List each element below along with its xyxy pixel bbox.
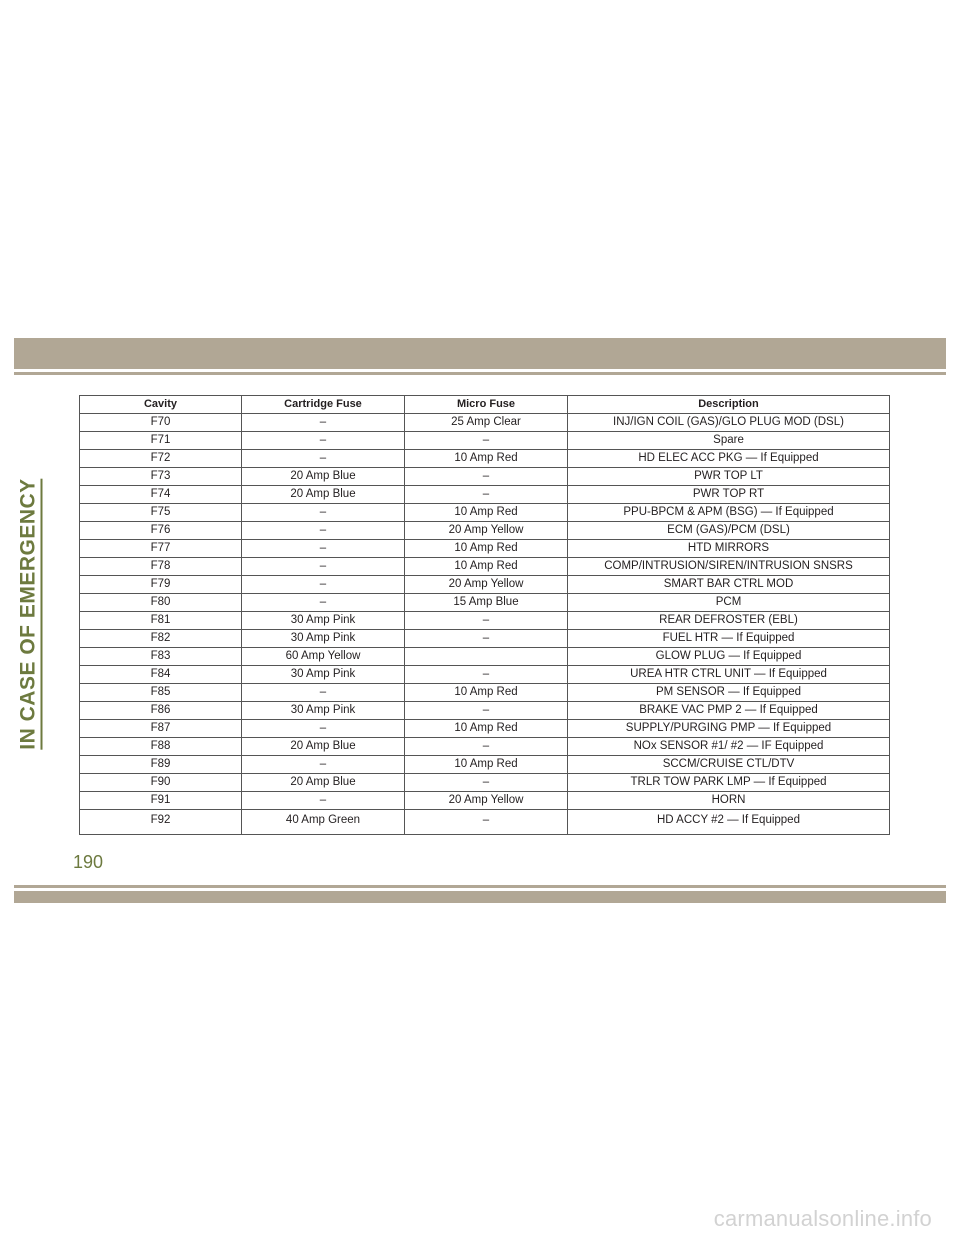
cell-micro-fuse: –: [405, 612, 568, 630]
cell-cartridge-fuse: –: [242, 432, 405, 450]
cell-cavity: F81: [80, 612, 242, 630]
cell-micro-fuse: –: [405, 774, 568, 792]
cell-cavity: F70: [80, 414, 242, 432]
cell-description: INJ/IGN COIL (GAS)/GLO PLUG MOD (DSL): [568, 414, 890, 432]
cell-description: HTD MIRRORS: [568, 540, 890, 558]
cell-micro-fuse: –: [405, 810, 568, 835]
table-row: [80, 702, 890, 720]
table-row: [80, 468, 890, 486]
table-row: [80, 540, 890, 558]
cell-micro-fuse: 20 Amp Yellow: [405, 522, 568, 540]
table-row: [80, 738, 890, 756]
cell-description: SUPPLY/PURGING PMP — If Equipped: [568, 720, 890, 738]
cell-cartridge-fuse: 60 Amp Yellow: [242, 648, 405, 666]
cell-cartridge-fuse: 20 Amp Blue: [242, 486, 405, 504]
cell-description: SMART BAR CTRL MOD: [568, 576, 890, 594]
page-number: 190: [73, 852, 104, 872]
cell-cavity: F73: [80, 468, 242, 486]
cell-cavity: F82: [80, 630, 242, 648]
cell-description: PWR TOP LT: [568, 468, 890, 486]
cell-cavity: F83: [80, 648, 242, 666]
cell-micro-fuse: –: [405, 432, 568, 450]
cell-cavity: F75: [80, 504, 242, 522]
table-row: [80, 720, 890, 738]
cell-cartridge-fuse: 20 Amp Blue: [242, 774, 405, 792]
cell-micro-fuse: 10 Amp Red: [405, 684, 568, 702]
cell-cartridge-fuse: 40 Amp Green: [242, 810, 405, 835]
table-row: [80, 576, 890, 594]
table-row: [80, 630, 890, 648]
cell-cartridge-fuse: –: [242, 558, 405, 576]
cell-micro-fuse: 10 Amp Red: [405, 558, 568, 576]
cell-cavity: F79: [80, 576, 242, 594]
footer-band-rule: [14, 885, 946, 888]
cell-cartridge-fuse: –: [242, 594, 405, 612]
fuse-table: [79, 395, 890, 835]
cell-description: HD ACCY #2 — If Equipped: [568, 810, 890, 835]
cell-cavity: F74: [80, 486, 242, 504]
cell-cavity: F77: [80, 540, 242, 558]
cell-micro-fuse: 20 Amp Yellow: [405, 576, 568, 594]
cell-micro-fuse: –: [405, 666, 568, 684]
header-band: [14, 338, 946, 369]
cell-cartridge-fuse: 30 Amp Pink: [242, 630, 405, 648]
column-header-cavity: Cavity: [80, 396, 242, 414]
cell-cartridge-fuse: –: [242, 576, 405, 594]
cell-micro-fuse: 10 Amp Red: [405, 540, 568, 558]
cell-cavity: F86: [80, 702, 242, 720]
cell-description: HORN: [568, 792, 890, 810]
cell-micro-fuse: 25 Amp Clear: [405, 414, 568, 432]
cell-cartridge-fuse: 30 Amp Pink: [242, 612, 405, 630]
cell-micro-fuse: –: [405, 468, 568, 486]
cell-micro-fuse: 10 Amp Red: [405, 720, 568, 738]
cell-micro-fuse: –: [405, 630, 568, 648]
column-header-micro-fuse: Micro Fuse: [405, 396, 568, 414]
cell-micro-fuse: 10 Amp Red: [405, 504, 568, 522]
cell-cartridge-fuse: –: [242, 720, 405, 738]
table-row: [80, 684, 890, 702]
cell-micro-fuse: 10 Amp Red: [405, 756, 568, 774]
cell-cartridge-fuse: 20 Amp Blue: [242, 468, 405, 486]
cell-micro-fuse: 10 Amp Red: [405, 450, 568, 468]
cell-cavity: F78: [80, 558, 242, 576]
cell-cartridge-fuse: –: [242, 756, 405, 774]
cell-cavity: F85: [80, 684, 242, 702]
footer-band: [14, 891, 946, 903]
table-row: [80, 450, 890, 468]
cell-description: PWR TOP RT: [568, 486, 890, 504]
table-row: [80, 756, 890, 774]
table-row: [80, 486, 890, 504]
cell-description: NOx SENSOR #1/ #2 — IF Equipped: [568, 738, 890, 756]
cell-description: REAR DEFROSTER (EBL): [568, 612, 890, 630]
cell-cavity: F80: [80, 594, 242, 612]
table-row: [80, 612, 890, 630]
table-header-row: [80, 396, 890, 414]
column-header-description: Description: [568, 396, 890, 414]
cell-description: SCCM/CRUISE CTL/DTV: [568, 756, 890, 774]
table-row: [80, 558, 890, 576]
cell-cartridge-fuse: –: [242, 450, 405, 468]
table-row: [80, 594, 890, 612]
cell-micro-fuse: –: [405, 738, 568, 756]
cell-micro-fuse: –: [405, 486, 568, 504]
cell-description: Spare: [568, 432, 890, 450]
cell-cavity: F76: [80, 522, 242, 540]
table-body: [80, 414, 890, 835]
column-header-cartridge-fuse: Cartridge Fuse: [242, 396, 405, 414]
cell-cavity: F88: [80, 738, 242, 756]
cell-cavity: F90: [80, 774, 242, 792]
cell-micro-fuse: –: [405, 702, 568, 720]
cell-description: COMP/INTRUSION/SIREN/INTRUSION SNSRS: [568, 558, 890, 576]
cell-description: PPU-BPCM & APM (BSG) — If Equipped: [568, 504, 890, 522]
table-row: [80, 504, 890, 522]
cell-description: HD ELEC ACC PKG — If Equipped: [568, 450, 890, 468]
table-row: [80, 414, 890, 432]
cell-description: ECM (GAS)/PCM (DSL): [568, 522, 890, 540]
cell-cavity: F71: [80, 432, 242, 450]
cell-micro-fuse: 20 Amp Yellow: [405, 792, 568, 810]
cell-cavity: F87: [80, 720, 242, 738]
cell-cartridge-fuse: 30 Amp Pink: [242, 702, 405, 720]
table-row: [80, 648, 890, 666]
cell-description: FUEL HTR — If Equipped: [568, 630, 890, 648]
cell-cartridge-fuse: –: [242, 684, 405, 702]
cell-cartridge-fuse: –: [242, 522, 405, 540]
cell-cartridge-fuse: 20 Amp Blue: [242, 738, 405, 756]
cell-cartridge-fuse: –: [242, 504, 405, 522]
cell-cartridge-fuse: –: [242, 792, 405, 810]
table-row: [80, 774, 890, 792]
header-band-rule: [14, 372, 946, 375]
cell-description: GLOW PLUG — If Equipped: [568, 648, 890, 666]
cell-description: PCM: [568, 594, 890, 612]
cell-description: PM SENSOR — If Equipped: [568, 684, 890, 702]
cell-description: TRLR TOW PARK LMP — If Equipped: [568, 774, 890, 792]
cell-cartridge-fuse: –: [242, 540, 405, 558]
cell-cavity: F84: [80, 666, 242, 684]
section-tab-label: IN CASE OF EMERGENCY: [18, 478, 43, 749]
table-row: [80, 792, 890, 810]
cell-cartridge-fuse: 30 Amp Pink: [242, 666, 405, 684]
table-row: [80, 810, 890, 835]
cell-description: BRAKE VAC PMP 2 — If Equipped: [568, 702, 890, 720]
table-row: [80, 432, 890, 450]
watermark: carmanualsonline.info: [713, 1206, 932, 1231]
table-row: [80, 522, 890, 540]
cell-cartridge-fuse: –: [242, 414, 405, 432]
cell-cavity: F72: [80, 450, 242, 468]
cell-micro-fuse: [405, 648, 568, 666]
table-row: [80, 666, 890, 684]
cell-cavity: F91: [80, 792, 242, 810]
cell-cavity: F89: [80, 756, 242, 774]
cell-description: UREA HTR CTRL UNIT — If Equipped: [568, 666, 890, 684]
cell-cavity: F92: [80, 810, 242, 835]
cell-micro-fuse: 15 Amp Blue: [405, 594, 568, 612]
